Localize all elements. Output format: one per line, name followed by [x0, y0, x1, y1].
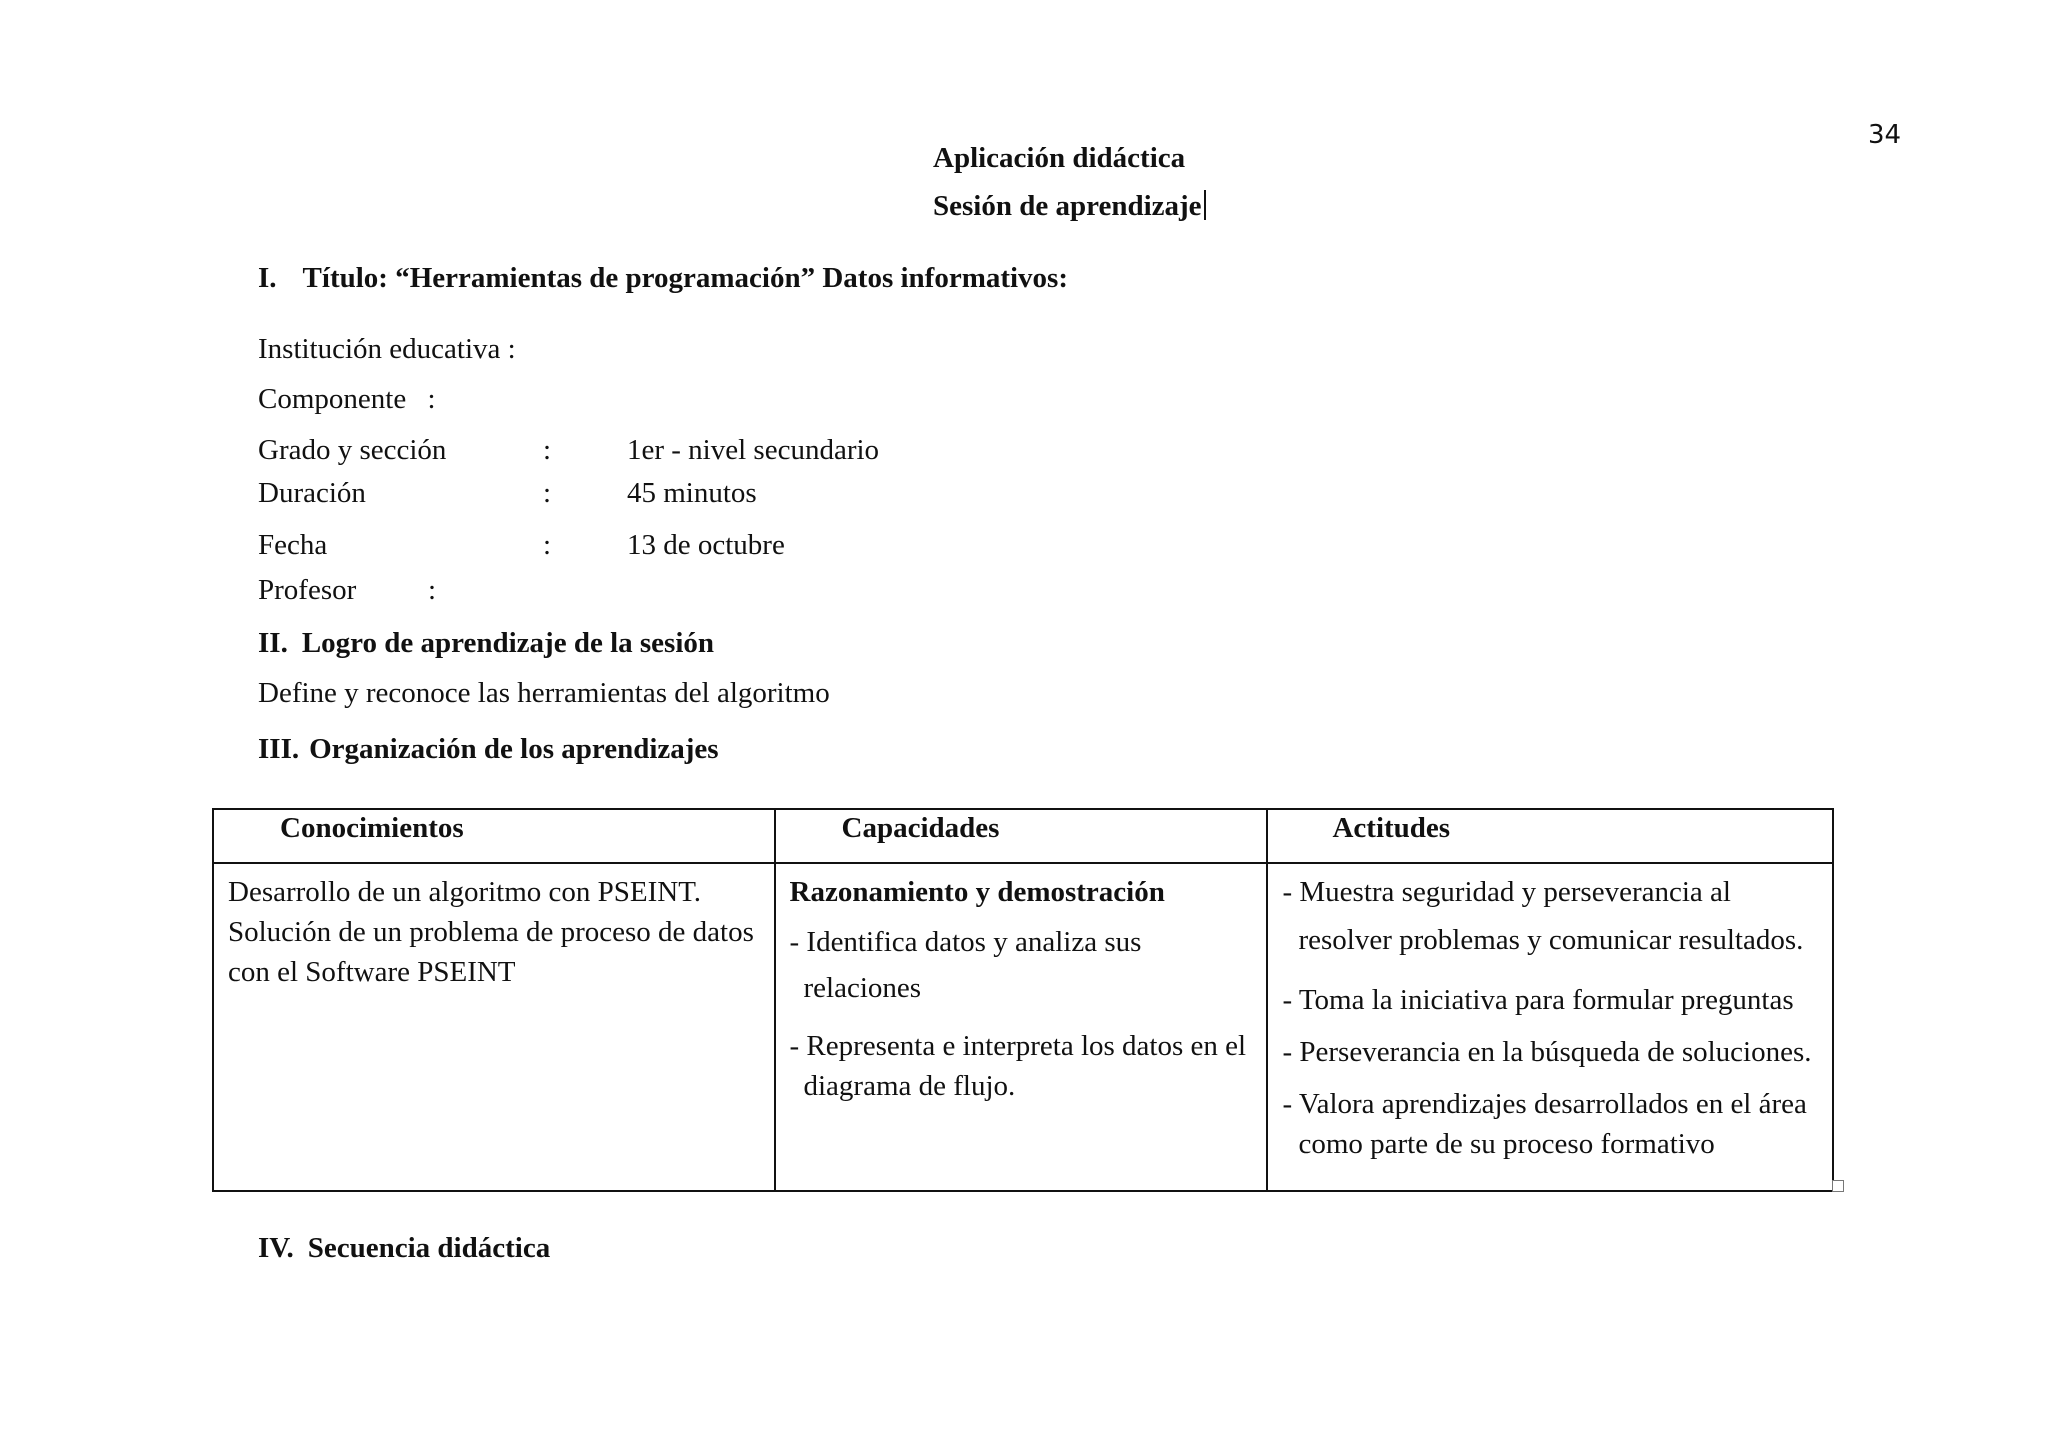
- conocimiento-line: Solución de un problema de proceso de datos: [228, 916, 754, 948]
- section-2-text: Logro de aprendizaje de la sesión: [301, 627, 715, 659]
- info-institucion: [258, 333, 516, 366]
- page-number: 34: [1868, 120, 1902, 150]
- capacidad-item-first: - Identifica datos y analiza sus: [789, 926, 1142, 958]
- actitud-item: [1282, 872, 1820, 968]
- cell-conocimientos: [213, 863, 775, 1191]
- section-1-title: [258, 262, 1068, 295]
- actitud-item: [1282, 1084, 1820, 1164]
- actitud-item-first: - Valora aprendizajes desarrollados en el área: [1282, 1088, 1807, 1120]
- section-1-text: Título: “Herramientas de programación” Datos informativos:: [302, 262, 1069, 294]
- actitud-item: [1282, 980, 1820, 1020]
- info-grado-label: Grado y sección: [258, 434, 447, 466]
- table-header-row: [213, 809, 1833, 863]
- actitud-item-first: - Muestra seguridad y perseverancia al: [1282, 876, 1731, 908]
- actitud-item: [1282, 1032, 1820, 1072]
- info-duracion-value: 45 minutos: [627, 477, 757, 509]
- document-heading: [933, 142, 1185, 175]
- heading-line-2: Sesión de aprendizaje: [933, 190, 1202, 222]
- conocimiento-line: Desarrollo de un algoritmo con PSEINT.: [228, 876, 702, 908]
- capacidad-item-rest: diagrama de flujo.: [803, 1070, 1016, 1102]
- capacidad-title: Razonamiento y demostración: [789, 876, 1165, 908]
- section-3-numeral: III.: [258, 733, 300, 765]
- capacidad-item: [790, 922, 1255, 1014]
- actitud-item-first: - Toma la iniciativa para formular preguntas: [1282, 984, 1794, 1016]
- table-row: [213, 863, 1833, 1191]
- info-duracion-label: Duración: [258, 477, 366, 509]
- capacidad-item: [790, 1026, 1255, 1106]
- conocimiento-line: con el Software PSEINT: [228, 956, 516, 988]
- section-4-text: Secuencia didáctica: [307, 1232, 551, 1264]
- capacidad-item-rest: relaciones: [803, 972, 922, 1004]
- section-4-title: [258, 1232, 550, 1265]
- cell-actitudes: [1267, 863, 1833, 1191]
- actitud-item-rest: resolver problemas y comunicar resultados.: [1298, 924, 1804, 956]
- info-fecha-label: Fecha: [258, 529, 328, 561]
- header-actitudes: Actitudes: [1267, 809, 1833, 863]
- info-profesor-colon: :: [428, 574, 437, 606]
- table-resize-handle[interactable]: [1832, 1180, 1844, 1192]
- section-4-numeral: IV.: [258, 1232, 294, 1264]
- section-3-text: Organización de los aprendizajes: [309, 733, 719, 765]
- info-fecha-colon: :: [543, 529, 552, 561]
- section-3-title: [258, 733, 719, 766]
- learning-objective: Define y reconoce las herramientas del algoritmo: [258, 677, 830, 709]
- text-cursor: [1204, 190, 1206, 220]
- header-conocimientos: Conocimientos: [213, 809, 775, 863]
- heading-line-1: Aplicación didáctica: [933, 142, 1186, 174]
- section-2-numeral: II.: [258, 627, 288, 659]
- info-profesor-label: Profesor: [258, 574, 357, 606]
- section-1-numeral: I.: [258, 262, 277, 294]
- header-capacidades: Capacidades: [775, 809, 1268, 863]
- info-institucion-label: Institución educativa :: [258, 333, 516, 365]
- info-componente-colon: :: [427, 383, 436, 415]
- info-grado-value: 1er - nivel secundario: [627, 434, 880, 466]
- document-subheading[interactable]: [933, 190, 1206, 223]
- section-2-title: [258, 627, 714, 660]
- info-grado-colon: :: [543, 434, 552, 466]
- cell-capacidades: [775, 863, 1268, 1191]
- actitud-item-rest: como parte de su proceso formativo: [1298, 1128, 1715, 1160]
- info-componente: [258, 383, 436, 416]
- learning-organization-table: [212, 808, 1834, 1192]
- capacidad-item-first: - Representa e interpreta los datos en el: [789, 1030, 1247, 1062]
- info-duracion-colon: :: [543, 477, 552, 509]
- info-componente-label: Componente: [258, 383, 407, 415]
- info-fecha-value: 13 de octubre: [627, 529, 785, 561]
- actitud-item-first: - Perseverancia en la búsqueda de soluciones.: [1282, 1036, 1812, 1068]
